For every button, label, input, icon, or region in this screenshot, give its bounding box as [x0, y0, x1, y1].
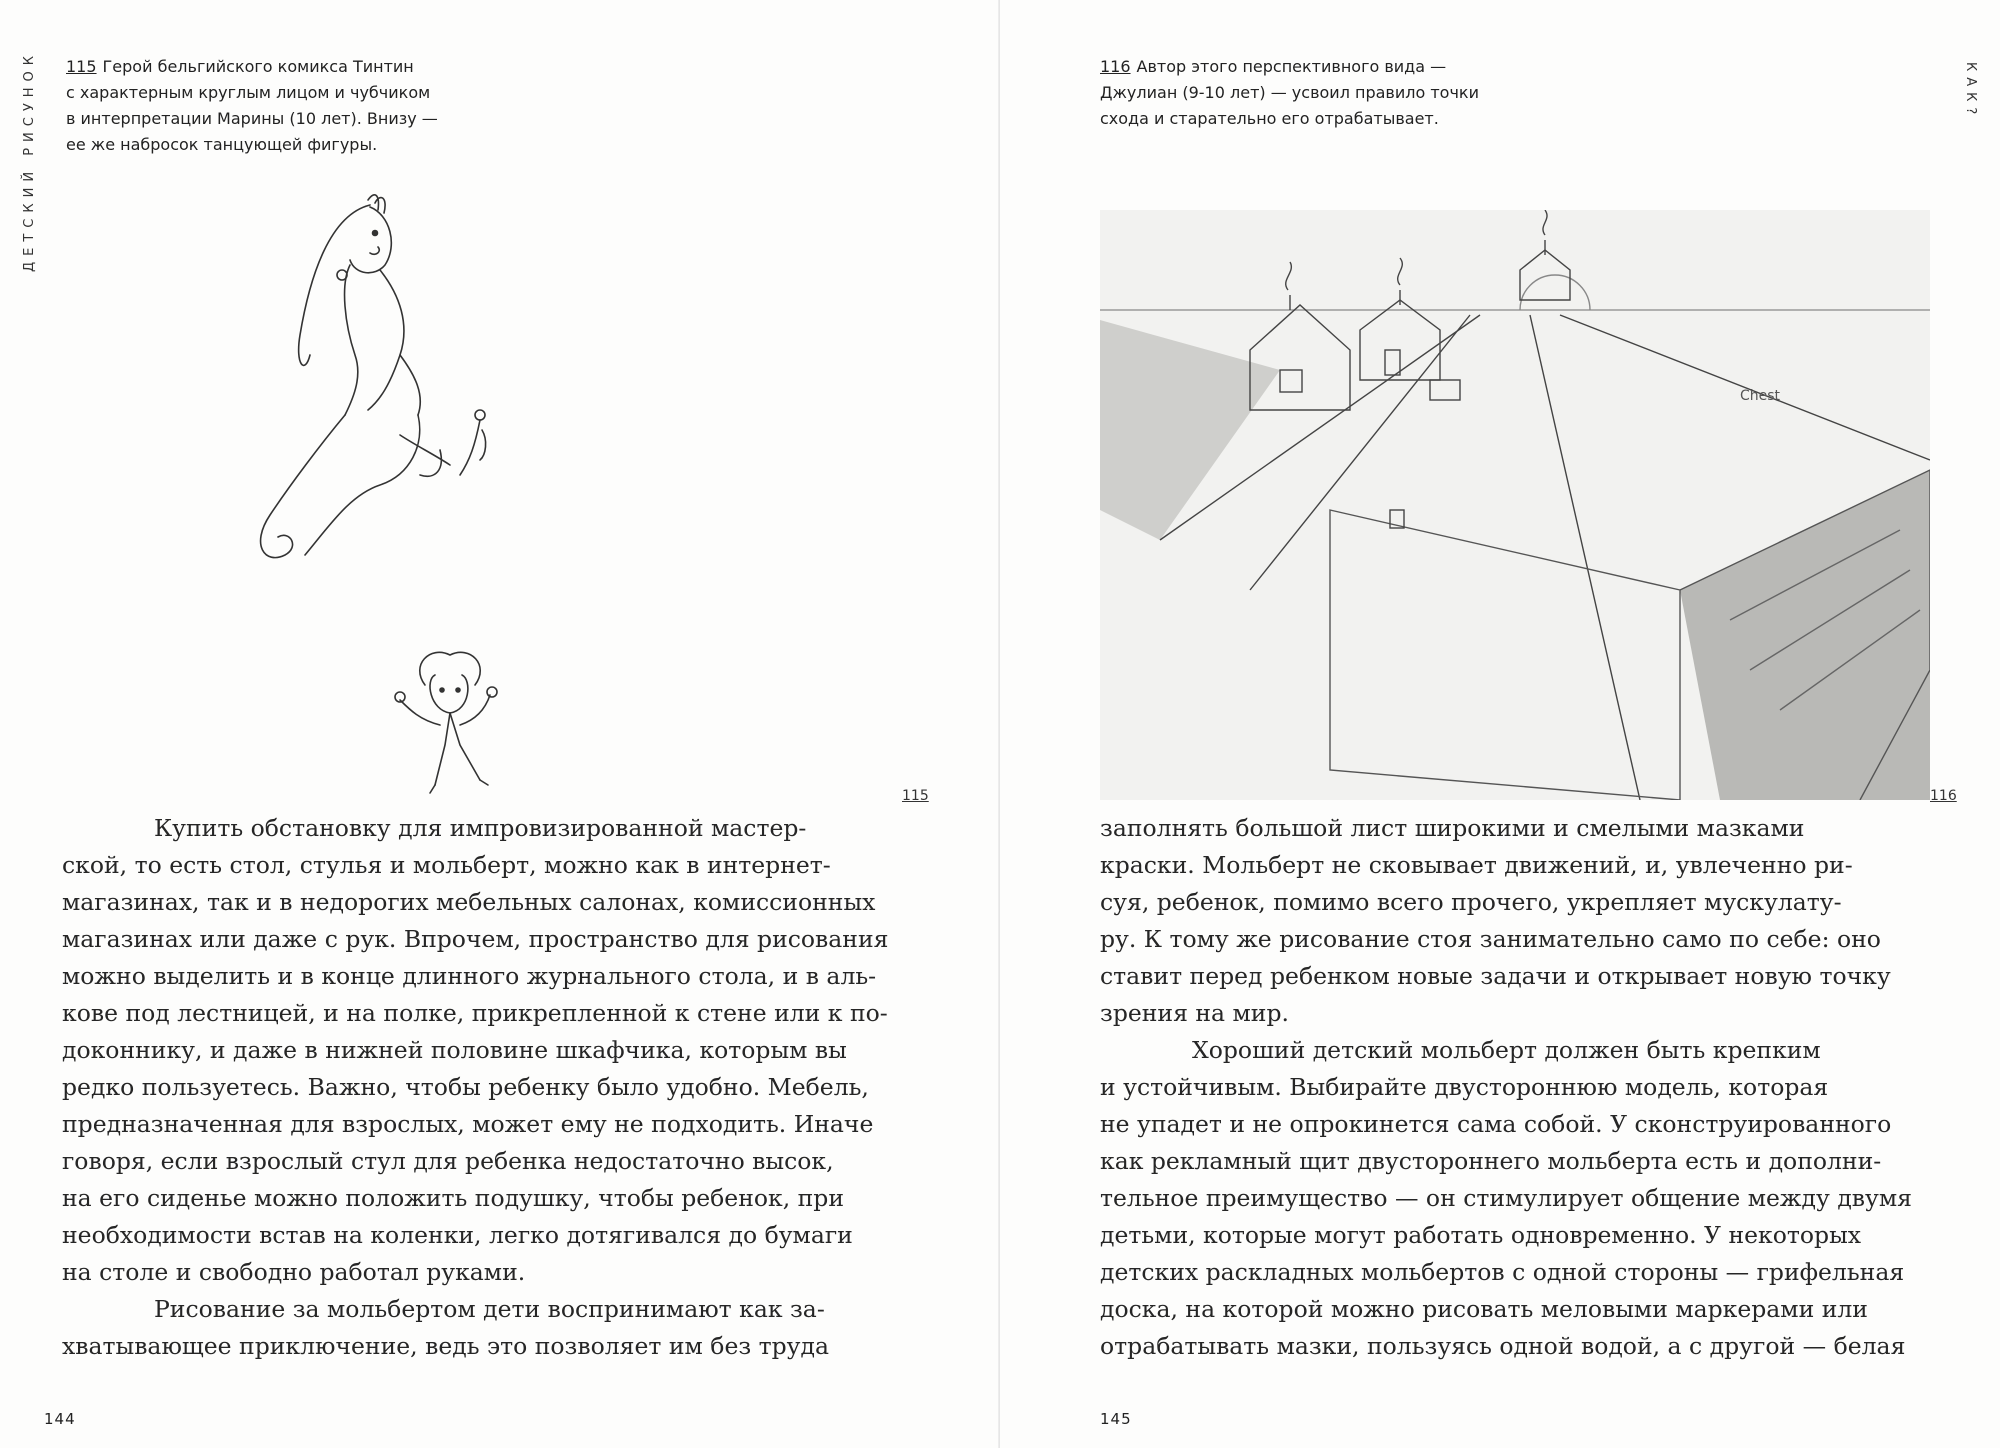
- caption-line: с характерным круглым лицом и чубчиком: [66, 83, 431, 102]
- body-line: и устойчивым. Выбирайте двустороннюю модель, которая: [1100, 1073, 1829, 1101]
- body-line: на его сиденье можно положить подушку, чтобы ребенок, при: [62, 1184, 845, 1212]
- body-line: магазинах, так и в недорогих мебельных салонах, комиссионных: [62, 888, 876, 916]
- body-line: как рекламный щит двустороннего мольберта есть и дополни-: [1100, 1147, 1882, 1175]
- body-line: хватывающее приключение, ведь это позволяет им без труда: [62, 1332, 829, 1360]
- caption-line: Джулиан (9-10 лет) — усвоил правило точки: [1100, 83, 1479, 102]
- right-page: [1000, 0, 2000, 1448]
- figure-caption-115: [66, 54, 486, 158]
- body-line: Рисование за мольбертом дети воспринимают как за-: [154, 1295, 825, 1323]
- body-line: детьми, которые могут работать одновременно. У некоторых: [1100, 1221, 1862, 1249]
- body-line: редко пользуетесь. Важно, чтобы ребенку было удобно. Мебель,: [62, 1073, 869, 1101]
- body-line: ской, то есть стол, стулья и мольберт, можно как в интернет-: [62, 851, 831, 879]
- running-head-left: ДЕТСКИЙ РИСУНОК: [22, 50, 37, 272]
- body-line: доконнику, и даже в нижней половине шкафчика, которым вы: [62, 1036, 847, 1064]
- body-line: кове под лестницей, и на полке, прикрепленной к стене или к по-: [62, 999, 888, 1027]
- page-number-right: 145: [1100, 1410, 1132, 1428]
- figure-number-116: 116: [1930, 788, 1957, 804]
- caption-number: 115: [66, 57, 97, 76]
- body-line: на столе и свободно работал руками.: [62, 1258, 526, 1286]
- body-line: суя, ребенок, помимо всего прочего, укрепляет мускулату-: [1100, 888, 1842, 916]
- body-text-right: [1100, 810, 1930, 1365]
- body-line: Купить обстановку для импровизированной мастер-: [154, 814, 807, 842]
- body-line: тельное преимущество — он стимулирует общение между двумя: [1100, 1184, 1912, 1212]
- body-line: ру. К тому же рисование стоя занимательно само по себе: оно: [1100, 925, 1881, 953]
- caption-line: Герой бельгийского комикса Тинтин: [102, 57, 414, 76]
- caption-number: 116: [1100, 57, 1131, 76]
- body-line: необходимости встав на коленки, легко дотягивался до бумаги: [62, 1221, 853, 1249]
- figure-number-115: 115: [902, 788, 929, 804]
- body-line: ставит перед ребенком новые задачи и открывает новую точку: [1100, 962, 1891, 990]
- body-line: детских раскладных мольбертов с одной стороны — грифельная: [1100, 1258, 1905, 1286]
- body-line: заполнять большой лист широкими и смелыми мазками: [1100, 814, 1805, 842]
- running-head-right: КАК?: [1963, 62, 1978, 121]
- body-line: краски. Мольберт не сковывает движений, и, увлеченно ри-: [1100, 851, 1853, 879]
- page-number-left: 144: [44, 1410, 76, 1428]
- svg-text:Chest: Chest: [1740, 388, 1781, 404]
- caption-line: Автор этого перспективного вида —: [1136, 57, 1447, 76]
- body-line: не упадет и не опрокинется сама собой. У сконструированного: [1100, 1110, 1892, 1138]
- caption-line: схода и старательно его отрабатывает.: [1100, 109, 1439, 128]
- body-line: зрения на мир.: [1100, 999, 1289, 1027]
- body-line: отрабатывать мазки, пользуясь одной водой, а с другой — белая: [1100, 1332, 1906, 1360]
- mermaid-figure-drawing: [250, 185, 670, 795]
- body-line: доска, на которой можно рисовать меловыми маркерами или: [1100, 1295, 1868, 1323]
- body-line: можно выделить и в конце длинного журнального стола, и в аль-: [62, 962, 877, 990]
- figure-caption-116: [1100, 54, 1520, 132]
- caption-line: в интерпретации Марины (10 лет). Внизу —: [66, 109, 438, 128]
- caption-line: ее же набросок танцующей фигуры.: [66, 135, 378, 154]
- body-text-left: [62, 810, 892, 1365]
- perspective-town-drawing: [1100, 210, 1930, 800]
- body-line: говоря, если взрослый стул для ребенка недостаточно высок,: [62, 1147, 834, 1175]
- body-line: магазинах или даже с рук. Впрочем, пространство для рисования: [62, 925, 889, 953]
- body-line: Хороший детский мольберт должен быть крепким: [1192, 1036, 1821, 1064]
- body-line: предназначенная для взрослых, может ему не подходить. Иначе: [62, 1110, 874, 1138]
